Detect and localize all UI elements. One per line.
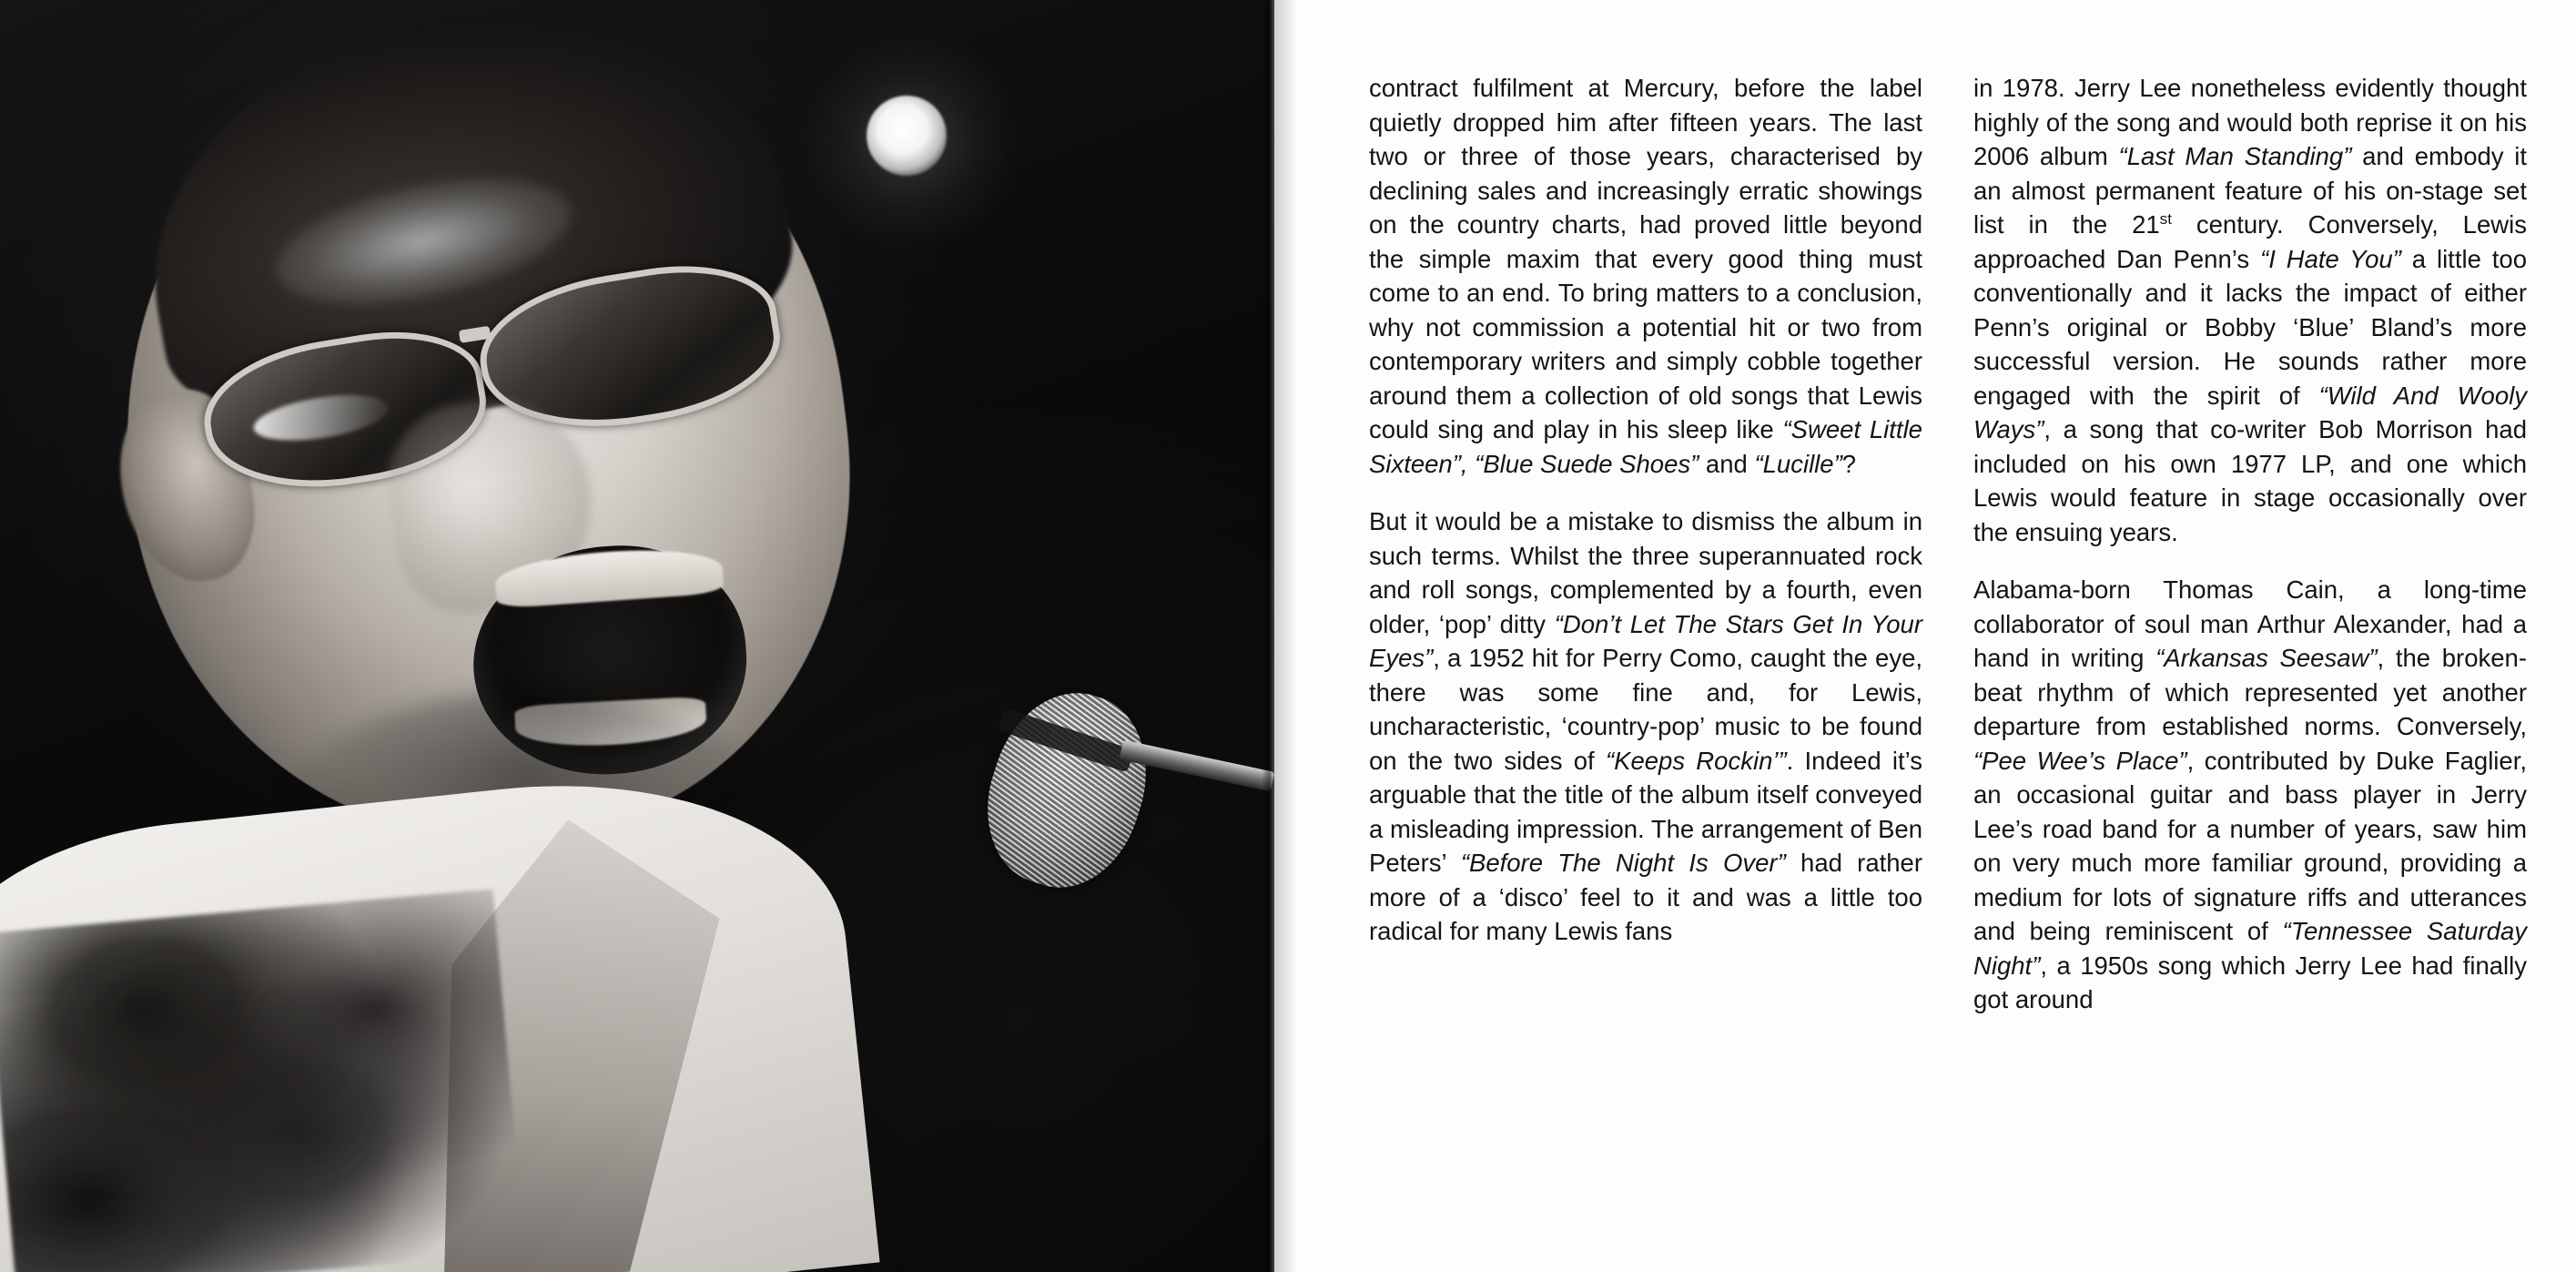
photograph	[0, 0, 1274, 1272]
gutter-shadow	[1274, 0, 1298, 1272]
text-run: , a song that co-writer Bob Morrison had included on his own 1977 LP, and one which Lewis would feature in stage occasionally over the ensuing years.	[1973, 415, 2527, 546]
text-columns	[1369, 71, 2528, 1236]
text-run: But it would be a mistake to dismiss the album in such terms. Whilst the three superannuated rock and roll songs, complemented by a fourth, even older, ‘pop’ ditty	[1369, 507, 1922, 638]
text-run: ?	[1841, 449, 1857, 478]
italic-title: “Tennessee Saturday Night”	[1973, 917, 2527, 980]
body-paragraph	[1973, 573, 2527, 1017]
text-run: , a 1950s song which Jerry Lee had finally got around	[1973, 951, 2527, 1013]
text-run: , the broken-beat rhythm of which represented yet another departure from established norms. Conversely,	[1973, 644, 2527, 740]
text-page	[1274, 0, 2576, 1272]
photo-page	[0, 0, 1274, 1272]
body-paragraph	[1369, 504, 1922, 949]
text-run: , a 1952 hit for Perry Como, caught the eye, there was some fine and, for Lewis, uncharacteristic, ‘country-pop’ music to be found on the two sides of	[1369, 644, 1922, 775]
text-run: . Indeed it’s arguable that the title of the album itself conveyed a misleading impression. The arrangement of Ben Peters’	[1369, 746, 1922, 877]
text-run: in 1978. Jerry Lee nonetheless evidently thought highly of the song and would both reprise it on his 2006 album	[1973, 74, 2527, 170]
text-run: and	[1699, 449, 1755, 478]
italic-title: “Sweet Little Sixteen”, “Blue Suede Shoes”	[1369, 415, 1922, 478]
text-run: had rather more of a ‘disco’ feel to it and was a little too radical for many Lewis fans	[1369, 849, 1922, 945]
italic-title: “Wild And Wooly Ways”	[1973, 381, 2528, 443]
italic-title: “Before The Night Is Over”	[1460, 849, 1786, 877]
italic-title: “Lucille”	[1754, 449, 1842, 478]
page-fold-edge	[1262, 0, 1274, 1272]
lens-highlight	[250, 387, 391, 448]
shirt-pattern	[0, 889, 524, 1272]
italic-title: “Don’t Let The Stars Get In Your Eyes”	[1369, 609, 1922, 672]
text-run: a little too conventionally and it lacks the impact of either Penn’s original or Bobby ‘Blue’ Bland’s more successful version. He sounds rather more engaged with the spirit of	[1973, 244, 2528, 410]
italic-title: “I Hate You”	[2260, 244, 2401, 273]
italic-title: “Keeps Rockin’”	[1605, 746, 1787, 775]
column-left	[1369, 71, 1922, 1236]
text-run: and embody it an almost permanent feature of his on-stage set list in the 21	[1973, 142, 2528, 239]
italic-title: “Last Man Standing”	[2118, 142, 2352, 170]
italic-title: “Arkansas Seesaw”	[2155, 644, 2378, 672]
stage-light-icon	[867, 96, 947, 176]
microphone-icon	[966, 674, 1169, 906]
italic-title: “Pee Wee’s Place”	[1973, 746, 2187, 775]
body-paragraph	[1369, 71, 1922, 481]
body-paragraph	[1973, 71, 2527, 549]
ordinal-superscript: st	[2159, 209, 2172, 228]
text-run: , contributed by Duke Faglier, an occasional guitar and bass player in Jerry Lee’s road band for a number of years, saw him on very much more familiar ground, providing a medium for lots of signature riffs and utterances and being reminiscent of	[1973, 746, 2527, 945]
text-run: Alabama-born Thomas Cain, a long-time collaborator of soul man Arthur Alexander, had a hand in writing	[1973, 575, 2527, 672]
text-run: century. Conversely, Lewis approached Dan Penn’s	[1973, 210, 2527, 273]
column-right	[1973, 71, 2527, 1236]
text-run: contract fulfilment at Mercury, before the label quietly dropped him after fifteen years. The last two or three of those years, characterised by declining sales and increasingly erratic showings on the country charts, had proved little beyond the simple maxim that every good thing must come to an end. To bring matters to a conclusion, why not commission a potential hit or two from contemporary writers and simply cobble together around them a collection of old songs that Lewis could sing and play in his sleep like	[1369, 74, 1922, 443]
